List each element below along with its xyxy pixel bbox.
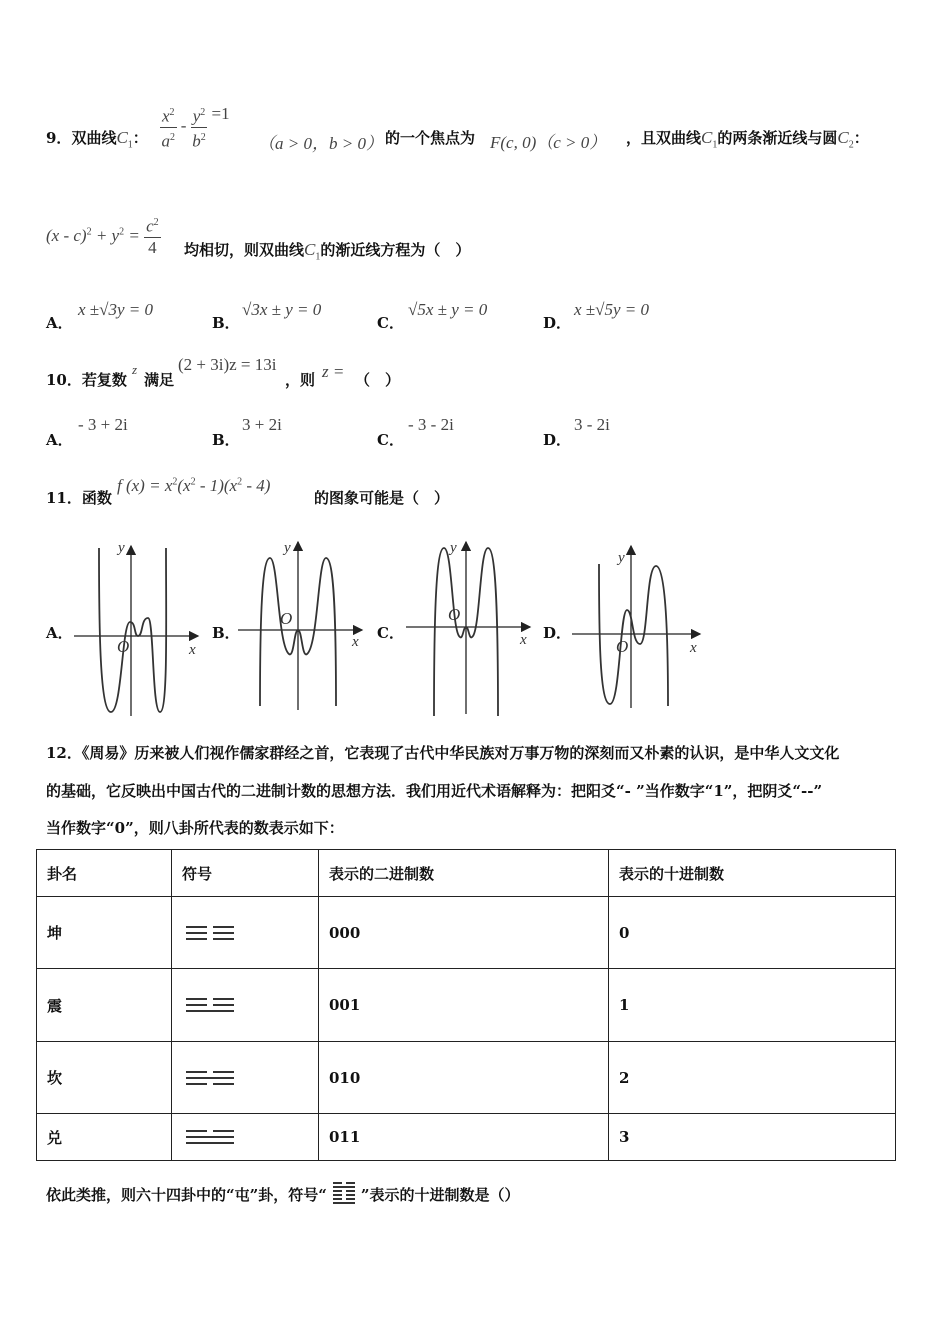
table-row — [37, 1042, 896, 1114]
decimal-value: 0 — [609, 897, 896, 969]
curve — [599, 564, 668, 706]
q10-then: ，则 — [285, 371, 316, 389]
q9-option-c[interactable]: √5x ± y = 0 — [408, 300, 488, 319]
decimal-value: 2 — [609, 1042, 896, 1114]
q9-focus-text: 的一个焦点为 — [385, 129, 476, 147]
origin-label: O — [448, 605, 461, 624]
q11-option-a-label[interactable]: A． — [46, 624, 73, 642]
q10-option-c[interactable]: - 3 - 2i — [408, 415, 454, 434]
q10-option-c-label[interactable]: C． — [377, 431, 404, 449]
q9-option-a-label[interactable]: A． — [46, 314, 73, 332]
q10-z-2: z = — [322, 362, 345, 381]
q11-text-start: 11．函数 — [46, 489, 112, 507]
q9-option-d[interactable]: x ±√5y = 0 — [574, 300, 649, 319]
origin-label: O — [117, 637, 130, 656]
header-decimal: 表示的十进制数 — [609, 850, 896, 897]
x-label: x — [352, 634, 359, 650]
y-label: y — [284, 540, 291, 556]
q10-option-a[interactable]: - 3 + 2i — [78, 415, 128, 434]
q10-option-d-label[interactable]: D． — [543, 431, 572, 449]
gua-name: 兑 — [37, 1114, 172, 1161]
decimal-value: 3 — [609, 1114, 896, 1161]
q11-option-b-label[interactable]: B． — [212, 624, 240, 642]
q11-graph-a[interactable] — [72, 540, 207, 718]
q9-line1: 9．双曲线$C_1$： — [46, 128, 148, 151]
hexagram-zhun-symbol — [333, 1180, 355, 1206]
q11-graph-c[interactable] — [404, 536, 538, 718]
gua-name: 震 — [37, 969, 172, 1042]
q10-options — [46, 415, 896, 449]
header-binary: 表示的二进制数 — [319, 850, 609, 897]
header-symbol: 符号 — [172, 850, 319, 897]
q10-paren: （ ） — [355, 371, 401, 389]
q11-function: f $(x) = x^2(x^2 - 1)(x^2 - 4)$ — [117, 476, 271, 495]
q10-option-a-label[interactable]: A． — [46, 431, 73, 449]
q9-options — [46, 300, 896, 334]
table-row — [37, 1114, 896, 1161]
binary-value: 001 — [319, 969, 609, 1042]
decimal-value: 1 — [609, 969, 896, 1042]
table-header-row — [37, 850, 896, 897]
gua-name: 坤 — [37, 897, 172, 969]
q9-option-d-label[interactable]: D． — [543, 314, 572, 332]
q10-option-b[interactable]: 3 + 2i — [242, 415, 282, 434]
gua-name: 坎 — [37, 1042, 172, 1114]
q9-option-b-label[interactable]: B． — [212, 314, 240, 332]
table-row — [37, 969, 896, 1042]
q12-line2: 的基础，它反映出中国古代的二进制计数的思想方法．我们用近代术语解释为：把阳爻“- ”当作数字“1”，把阴爻“--” — [46, 782, 823, 800]
q10-satisfies: 满足 — [144, 371, 175, 389]
q9-line1-end: ，且双曲线$C_1$的两条渐近线与圆$C_2$： — [626, 128, 869, 151]
binary-value: 000 — [319, 897, 609, 969]
y-label: y — [118, 540, 125, 556]
q9-option-a[interactable]: x ±√3y = 0 — [78, 300, 153, 319]
q12-line3: 当作数字“0”，则八卦所代表的数表示如下： — [46, 819, 344, 837]
q12-line1: 12．《周易》历来被人们视作儒家群经之首，它表现了古代中华民族对万事万物的深刻而又朴素的认识，是中华人文文化 — [46, 744, 840, 762]
q11-text-end: 的图象可能是（ ） — [314, 489, 450, 507]
q11-graph-d[interactable] — [570, 540, 708, 712]
x-label: x — [189, 642, 196, 658]
q12-footer: 依此类推，则六十四卦中的“屯”卦，符号“ ”表示的十进制数是（） — [46, 1180, 520, 1206]
q10-option-d[interactable]: 3 - 2i — [574, 415, 610, 434]
bagua-table — [36, 849, 896, 1161]
q10-equation: (2 + 3i)z = 13i — [178, 355, 277, 374]
q10-text-start: 10．若复数 — [46, 371, 127, 389]
origin-label: O — [280, 609, 293, 628]
q9-option-b[interactable]: √3x ± y = 0 — [242, 300, 322, 319]
q9-circle-equation: $(x - c)^2 + y^2$ = $\frac{c^2}{4}$ — [46, 213, 161, 258]
trigram-zhen-symbol — [172, 969, 319, 1042]
q11-graph-b[interactable] — [236, 536, 370, 714]
q11-option-d-label[interactable]: D． — [543, 624, 572, 642]
y-label: y — [618, 550, 625, 566]
q9-condition: （a > 0，b > 0） — [258, 134, 383, 153]
binary-value: 011 — [319, 1114, 609, 1161]
trigram-kun-symbol — [172, 897, 319, 969]
q11-option-c-label[interactable]: C． — [377, 624, 404, 642]
q9-option-c-label[interactable]: C． — [377, 314, 404, 332]
table-row — [37, 897, 896, 969]
q9-hyperbola-equation: $\frac{x^2}{a^2}$ - $\frac{y^2}{b^2}$ =1 — [161, 104, 230, 151]
binary-value: 010 — [319, 1042, 609, 1114]
x-label: x — [690, 640, 697, 656]
header-name: 卦名 — [37, 850, 172, 897]
q10-option-b-label[interactable]: B． — [212, 431, 240, 449]
q10-z-1: z — [132, 362, 138, 377]
trigram-dui-symbol — [172, 1114, 319, 1161]
q9-focus: F(c, 0)（c > 0） — [490, 133, 607, 152]
y-label: y — [450, 540, 457, 556]
trigram-kan-symbol — [172, 1042, 319, 1114]
origin-label: O — [616, 637, 629, 656]
x-label: x — [520, 632, 527, 648]
curve — [99, 548, 166, 712]
q9-line2: 均相切，则双曲线$C_1$的渐近线方程为（ ） — [184, 240, 471, 263]
